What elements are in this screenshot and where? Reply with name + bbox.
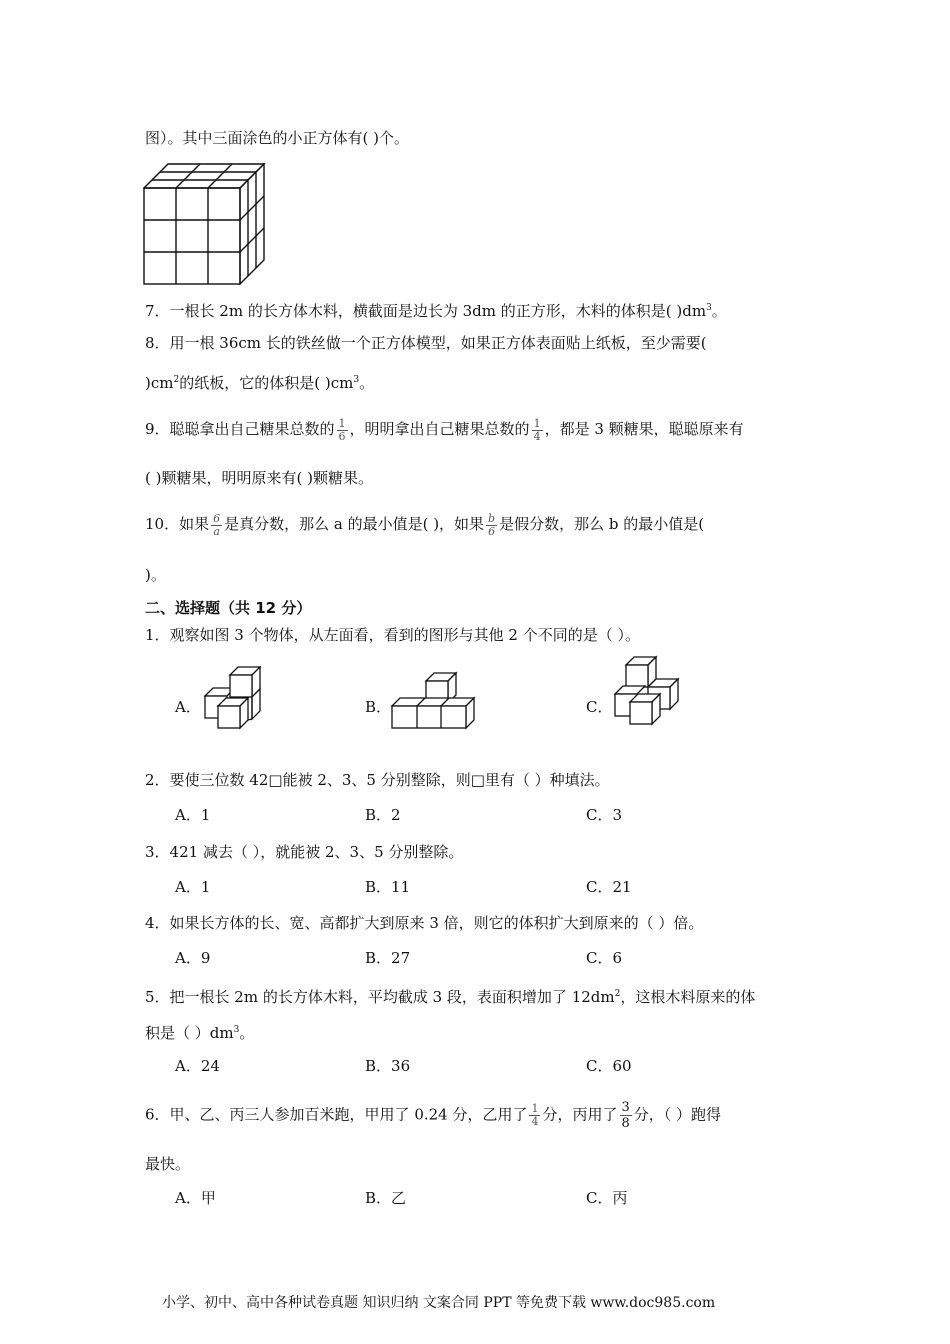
mc-q1-option-a: A．: [175, 698, 201, 716]
mc-q2-option-b: B．2: [365, 806, 401, 824]
mc-q6-line2: 最快。: [145, 1155, 191, 1173]
mc-q2-option-c: C．3: [586, 806, 623, 824]
fraction-1-4: $\frac{1}{4}$: [533, 416, 541, 443]
mc-q5-option-a: A．24: [175, 1057, 220, 1075]
q7-text: 7．一根长 2m 的长方体木料，横截面是边长为 3dm 的正方形，木料的体积是( )$dm^3$。: [145, 302, 727, 320]
fraction-b-6: $\frac{b}{6}$: [488, 511, 496, 538]
fraction-1-4-b: $\frac{1}{4}$: [531, 1102, 539, 1128]
mc-q6-option-c: C．丙: [586, 1189, 628, 1207]
q8-line1: 8．用一根 36cm 长的铁丝做一个正方体模型，如果正方体表面贴上纸板，至少需要(: [145, 334, 707, 352]
q8-line2: )$cm^2$的纸板，它的体积是( )$cm^3$。: [145, 374, 375, 392]
mc-q1-option-b: B．: [365, 698, 392, 716]
mc-q5-line2: 积是（ ）$dm^3$。: [145, 1024, 255, 1042]
mc-q6-option-b: B．乙: [365, 1189, 407, 1207]
mc-q2-option-a: A．1: [175, 806, 211, 824]
cube-3x3-figure: [143, 163, 273, 285]
block-figure-b: [390, 670, 478, 732]
block-figure-a: [200, 666, 268, 730]
mc-q3-option-b: B．11: [365, 878, 411, 896]
q10-line2: )。: [145, 566, 166, 584]
mc-q3-option-a: A．1: [175, 878, 211, 896]
mc-q3-text: 3．421 减去（ ），就能被 2、3、5 分别整除。: [145, 843, 464, 861]
q9-line1: 9．聪聪拿出自己糖果总数的 $\frac{1}{6}$ ，明明拿出自己糖果总数的 $\frac{1}{4}$ ，都是 3 颗糖果，聪聪原来有: [145, 416, 744, 443]
mc-q4-option-c: C．6: [586, 949, 623, 967]
q6-tail-text: 图）。其中三面涂色的小正方体有( )个。: [145, 129, 409, 147]
mc-q5-option-b: B．36: [365, 1057, 411, 1075]
mc-q4-option-a: A．9: [175, 949, 211, 967]
footer-text: 小学、初中、高中各种试卷真题 知识归纳 文案合同 PPT 等免费下载 www.doc985.com: [162, 1295, 716, 1311]
mc-q1-text: 1．观察如图 3 个物体，从左面看，看到的图形与其他 2 个不同的是（ ）。: [145, 626, 640, 644]
q10-line1: 10．如果 $\frac{6}{a}$ 是真分数，那么 a 的最小值是( )，如果 $\frac{b}{6}$ 是假分数，那么 b 的最小值是(: [145, 511, 705, 538]
q9-line2: ( )颗糖果，明明原来有( )颗糖果。: [145, 469, 373, 487]
mc-q5-option-c: C．60: [586, 1057, 632, 1075]
section-heading: 二、选择题（共 12 分）: [145, 599, 312, 617]
fraction-3-8: $\frac{3}{8}$: [621, 1100, 630, 1131]
mc-q1-option-c: C．: [586, 698, 613, 716]
mc-q4-text: 4．如果长方体的长、宽、高都扩大到原来 3 倍，则它的体积扩大到原来的（ ）倍。: [145, 914, 704, 932]
mc-q6-line1: 6．甲、乙、丙三人参加百米跑，甲用了 0.24 分，乙用了 $\frac{1}{4}$ 分，丙用了 $\frac{3}{8}$ 分，（ ）跑得: [145, 1100, 722, 1131]
mc-q5-line1: 5．把一根长 2m 的长方体木料，平均截成 3 段，表面积增加了 $12dm^2$，这根木料原来的体: [145, 988, 756, 1006]
mc-q2-text: 2．要使三位数 42□能被 2、3、5 分别整除，则□里有（ ）种填法。: [145, 771, 610, 789]
fraction-1-6: $\frac{1}{6}$: [338, 416, 346, 443]
mc-q4-option-b: B．27: [365, 949, 411, 967]
block-figure-c: [612, 654, 684, 734]
mc-q6-option-a: A．甲: [175, 1189, 216, 1207]
fraction-6-a: $\frac{6}{a}$: [213, 511, 221, 538]
mc-q3-option-c: C．21: [586, 878, 632, 896]
